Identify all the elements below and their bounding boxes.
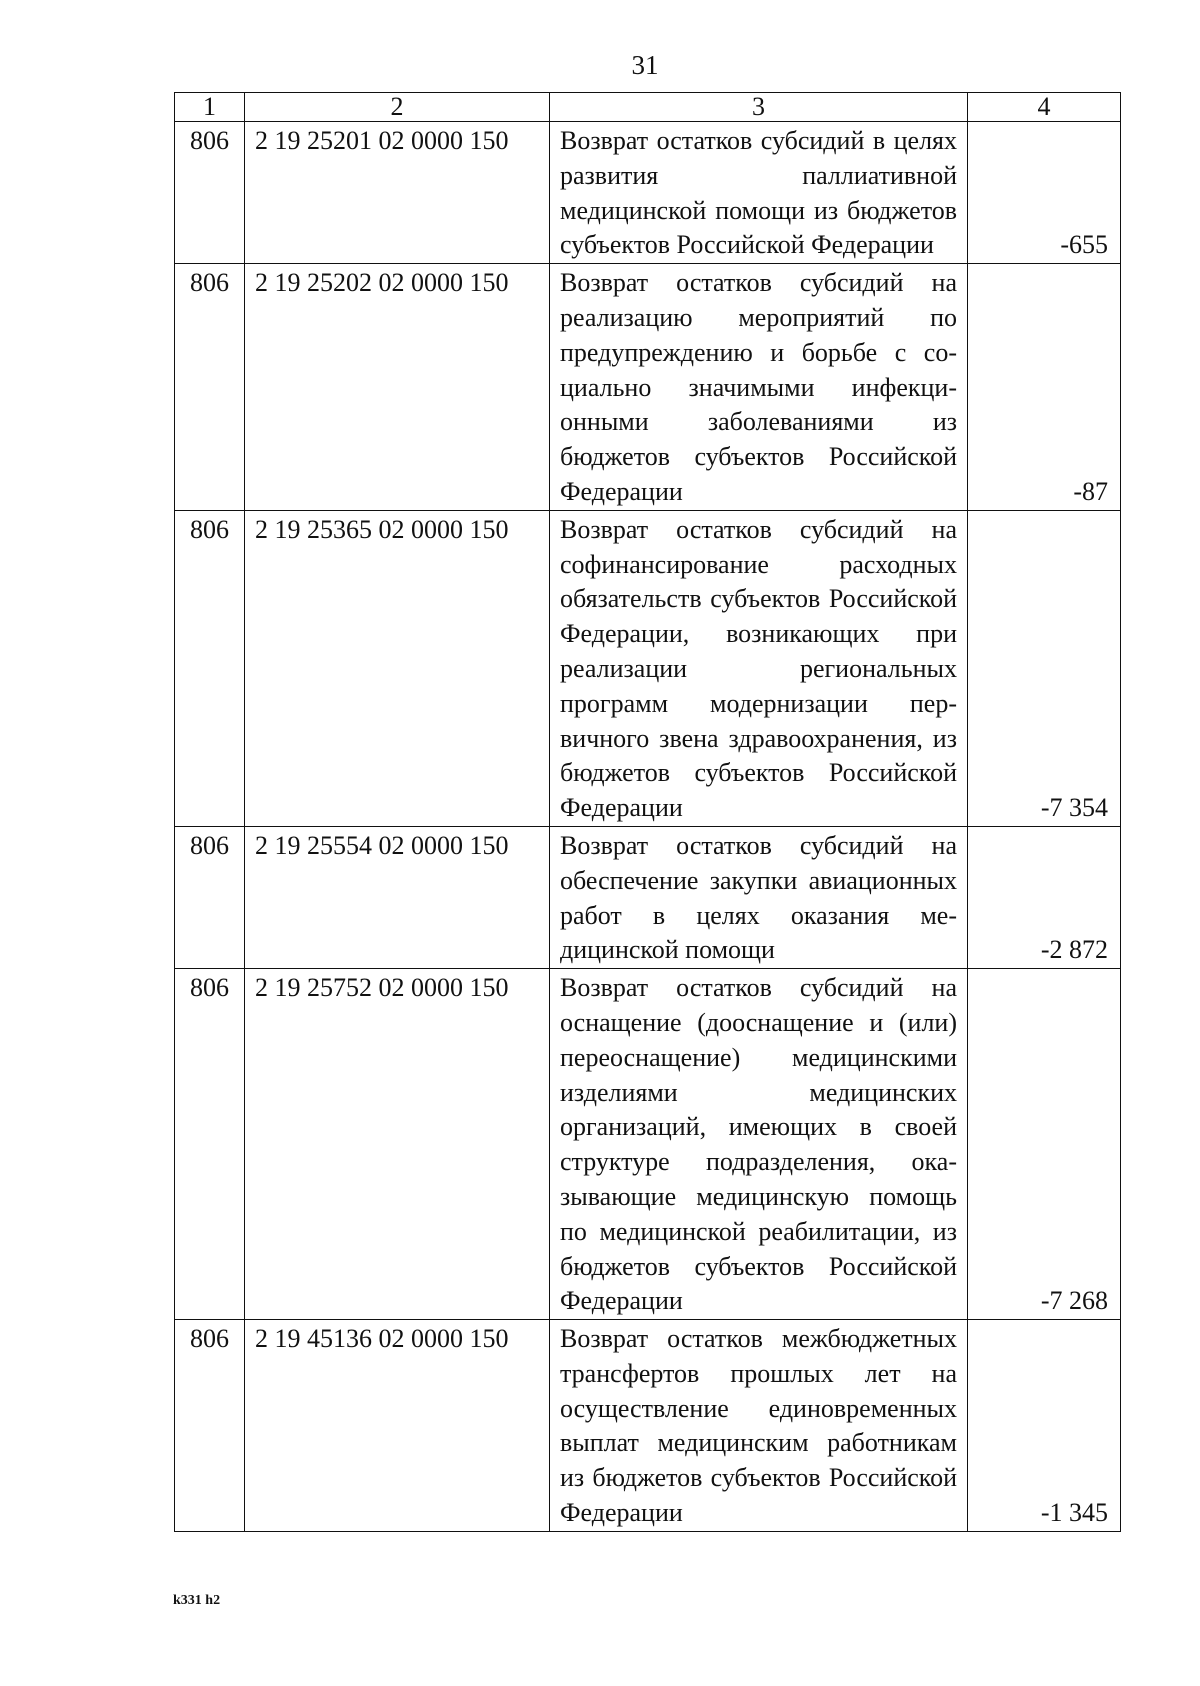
amount-cell: -2 872: [968, 826, 1121, 968]
description-text: Возврат остатков субсидий на обеспечение закупки авиационных работ в целях оказания медицинской помощи: [560, 830, 957, 965]
description-cell: [550, 826, 968, 968]
amount-cell: -87: [968, 264, 1121, 511]
description-text: Возврат остатков межбюджетных трансфертов прошлых лет на осуществление единовременных выплат медицинским работникам из бюджетов субъектов Российской Федерации: [560, 1324, 957, 1528]
amount-cell: -7 354: [968, 510, 1121, 826]
description-cell: [550, 1320, 968, 1532]
description-text: Возврат остатков субсидий на реализацию мероприятий по предупреждению и борьбе с социально значимыми инфекционными заболеваниями из бюджетов субъектов Российской Федерации: [560, 268, 957, 506]
column-header-1: 1: [175, 93, 245, 122]
amount-cell: -1 345: [968, 1320, 1121, 1532]
description-text: Возврат остатков субсидий на софинансирование расходных обязательств субъектов Российской Федерации, возникающих при реализации региональных программ модернизации первичного звена здравоохранения, из бюджетов субъектов Российской Федерации: [560, 514, 957, 823]
column-header-4: 4: [968, 93, 1121, 122]
footer-document-code: k331 h2: [173, 1593, 221, 1608]
table-row: [175, 826, 1121, 968]
admin-code-cell: 806: [175, 510, 245, 826]
description-cell: [550, 264, 968, 511]
description-cell: [550, 510, 968, 826]
kbk-code-cell: 2 19 25201 02 0000 150: [245, 122, 550, 264]
amount-cell: -7 268: [968, 969, 1121, 1320]
table-row: [175, 264, 1121, 511]
kbk-code-cell: 2 19 25554 02 0000 150: [245, 826, 550, 968]
kbk-code-cell: 2 19 25365 02 0000 150: [245, 510, 550, 826]
kbk-code-cell: 2 19 45136 02 0000 150: [245, 1320, 550, 1532]
table-header: [175, 93, 1121, 122]
table-row: [175, 969, 1121, 1320]
page-number: 31: [631, 50, 659, 80]
admin-code-cell: 806: [175, 1320, 245, 1532]
admin-code-cell: 806: [175, 826, 245, 968]
admin-code-cell: 806: [175, 969, 245, 1320]
description-cell: [550, 122, 968, 264]
column-header-3: 3: [550, 93, 968, 122]
description-text: Возврат остатков субсидий в целях развития паллиативной медицинской помощи из бюджетов субъектов Российской Федерации: [560, 126, 957, 260]
table-row: [175, 1320, 1121, 1532]
admin-code-cell: 806: [175, 264, 245, 511]
admin-code-cell: 806: [175, 122, 245, 264]
header-row: [175, 93, 1121, 122]
kbk-code-cell: 2 19 25202 02 0000 150: [245, 264, 550, 511]
description-cell: [550, 969, 968, 1320]
table-body: [175, 122, 1121, 1532]
column-header-2: 2: [245, 93, 550, 122]
table-row: [175, 122, 1121, 264]
amount-cell: -655: [968, 122, 1121, 264]
budget-table: [174, 92, 1121, 1532]
description-text: Возврат остатков субсидий на оснащение (дооснащение и (или) переоснащение) медицинскими изделиями медицинских организаций, имеющих в своей структуре подразделения, оказывающие медицинскую помощь по медицинской реабилитации, из бюджетов субъектов Российской Федерации: [560, 973, 957, 1316]
kbk-code-cell: 2 19 25752 02 0000 150: [245, 969, 550, 1320]
table-row: [175, 510, 1121, 826]
